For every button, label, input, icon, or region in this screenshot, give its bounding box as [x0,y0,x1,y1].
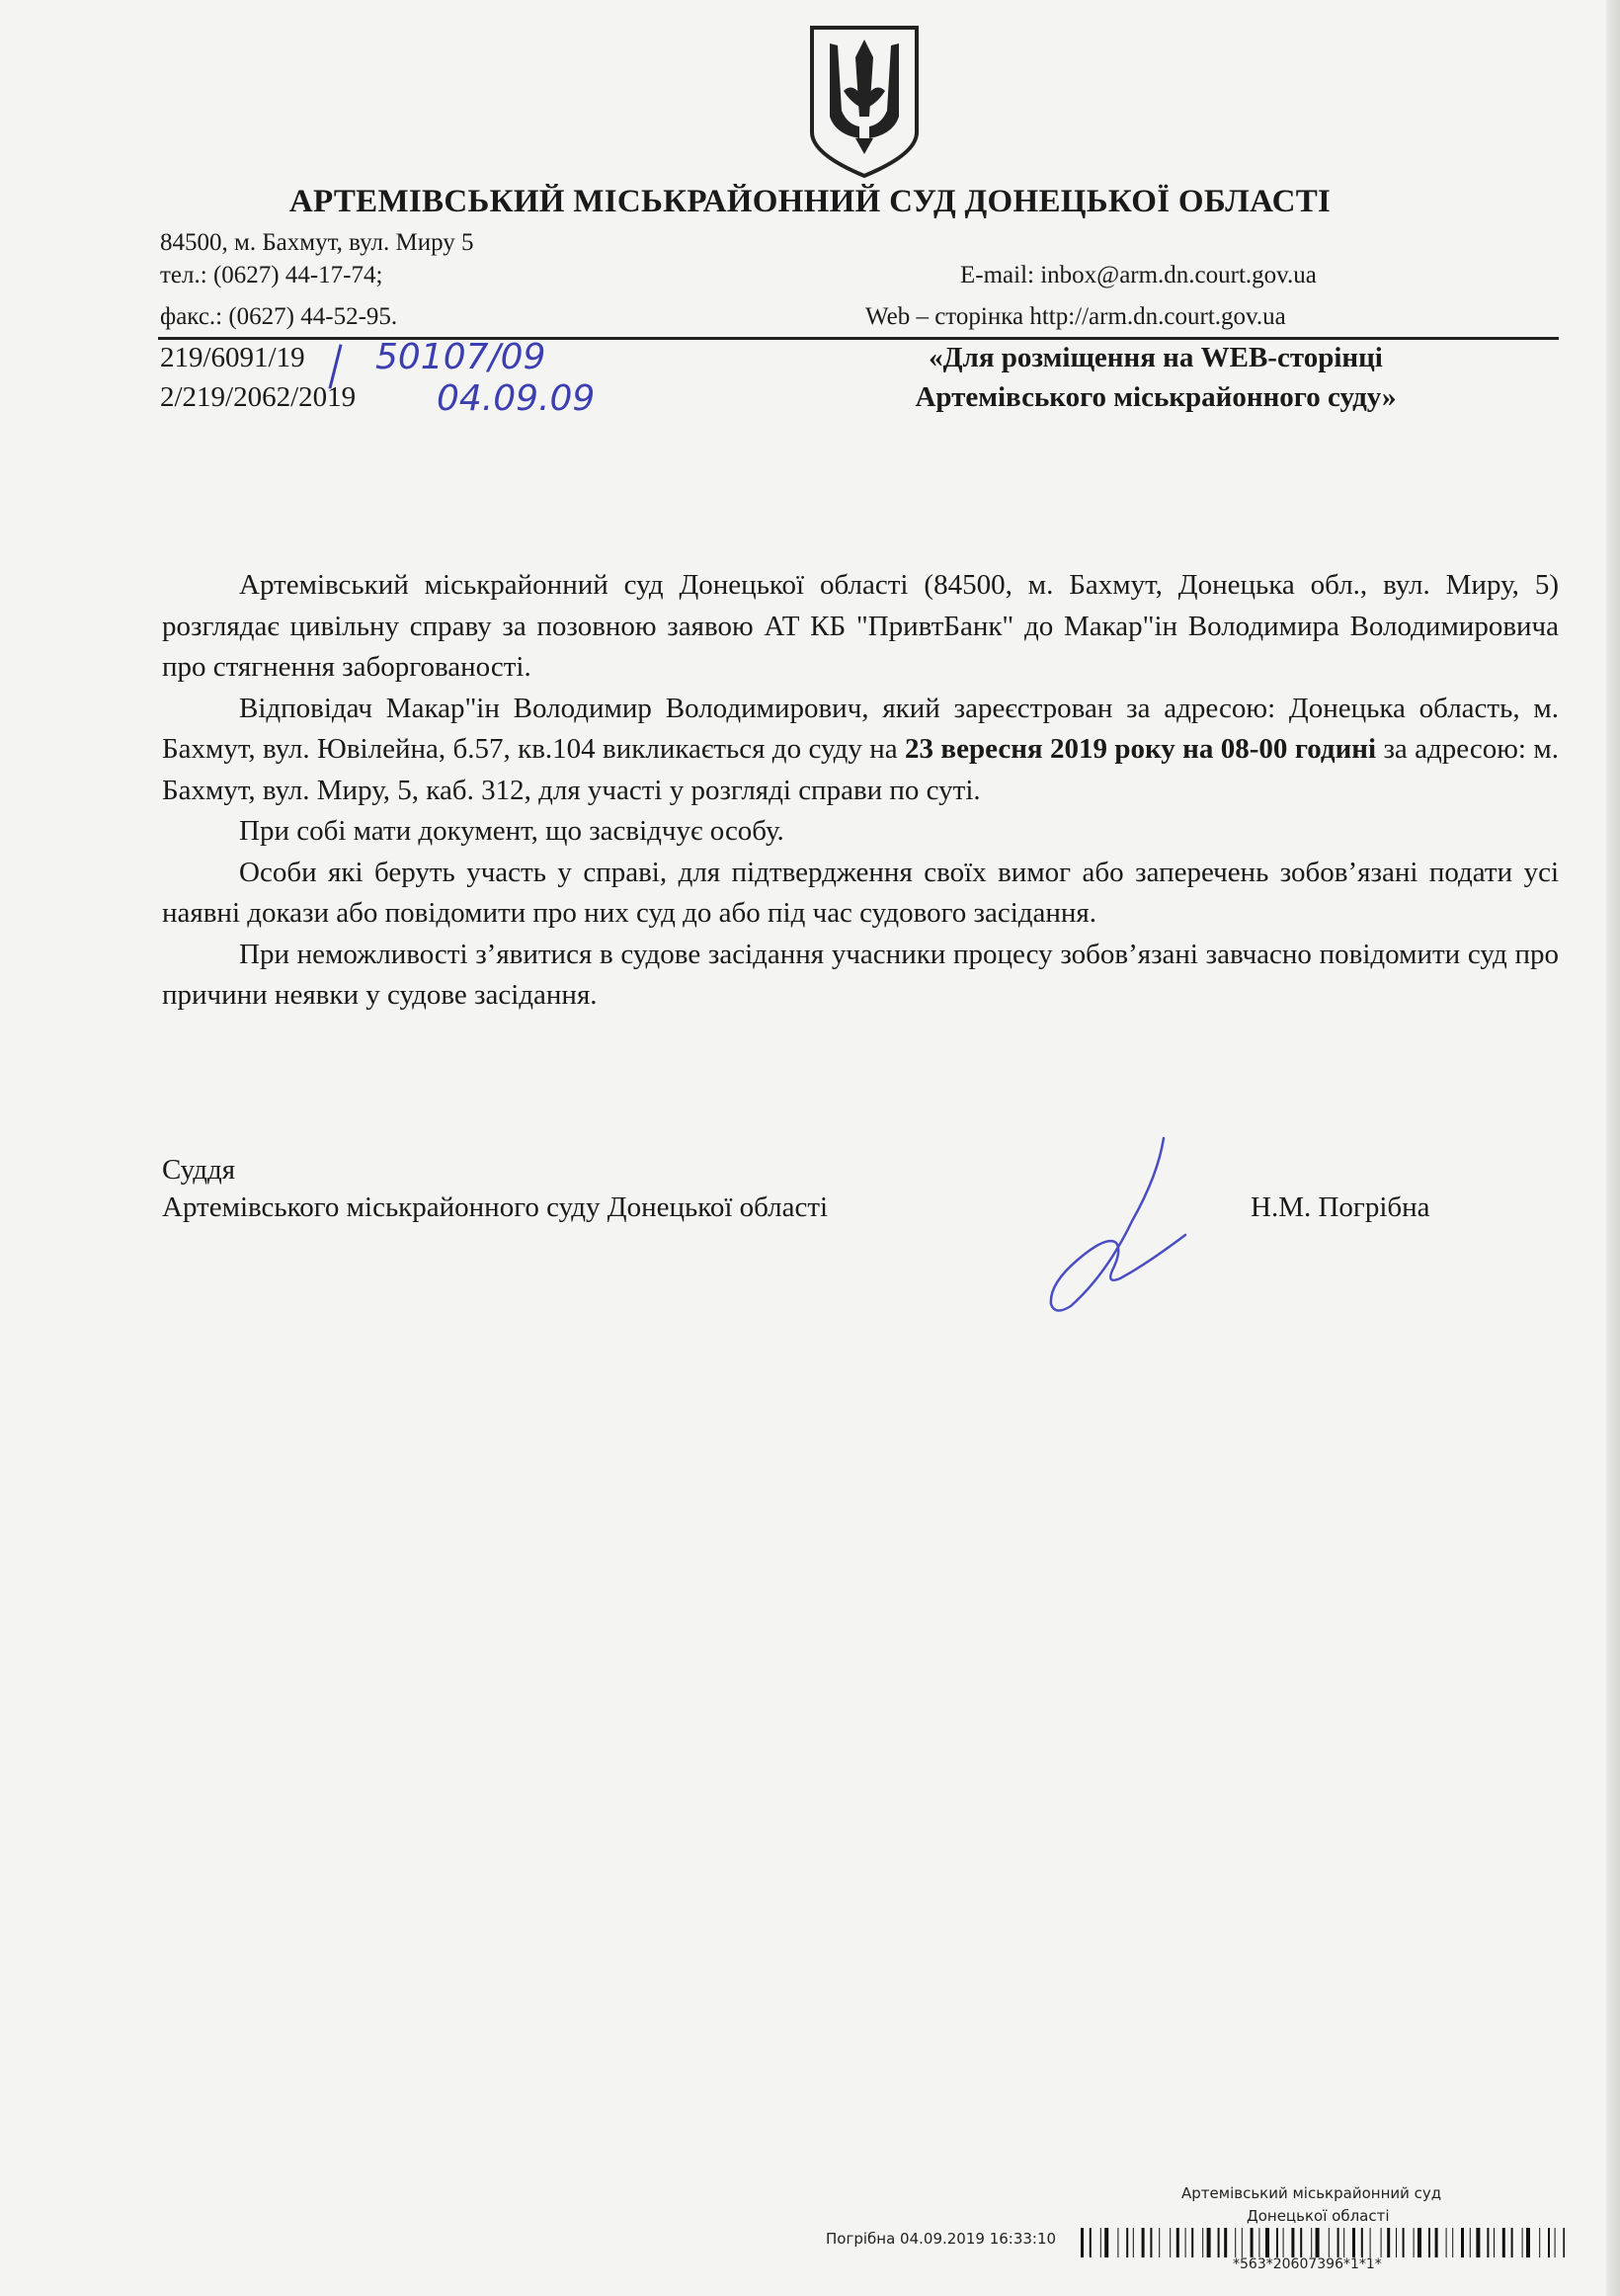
scan-edge [1606,0,1620,2296]
body-paragraph-2 [162,689,1559,812]
stamp-court-line-2: Донецької області [1247,2207,1390,2225]
body-paragraph-1: Артемівський міськрайонний суд Донецької області (84500, м. Бахмут, Донецька обл., вул. Миру, 5) розглядає цивільну справу за позовною заявою АТ КБ "ПривтБанк" до Макар"ін Володимира Володимировича про стягнення заборгованості. [162,569,1559,683]
body-paragraph-3: При собі мати документ, що засвідчує особу. [239,815,784,847]
signer-court: Артемівського міськрайонного суду Донецької області [162,1191,829,1223]
hearing-date: 23 вересня 2019 року на 08-00 годині [905,733,1377,765]
header-divider [158,337,1559,340]
stamp-clerk-timestamp: Погрібна 04.09.2019 16:33:10 [826,2230,1057,2248]
trident-icon [806,22,923,182]
court-address: 84500, м. Бахмут, вул. Миру 5 [160,229,474,256]
stamp-court-line-1: Артемівський міськрайонний суд [1181,2184,1442,2202]
proceeding-number: 2/219/2062/2019 [160,381,357,413]
stamp-code: *563*20607396*1*1* [1233,2256,1382,2272]
handwritten-date: 04.09.09 [437,378,596,419]
publication-notice-line-1: «Для розміщення на WEB-сторінці [929,342,1383,373]
court-name: АРТЕМІВСЬКИЙ МІСЬКРАЙОННИЙ СУД ДОНЕЦЬКОЇ ОБЛАСТІ [288,184,1332,219]
court-fax: факс.: (0627) 44-52-95. [160,303,398,330]
registry-barcode [1081,2228,1565,2257]
court-email: E-mail: inbox@arm.dn.court.gov.ua [960,262,1317,288]
judge-name: Н.М. Погрібна [1251,1191,1430,1223]
notice-body [162,565,1559,1017]
handwritten-outgoing-number: 50107/09 [375,337,546,377]
publication-notice-line-2: Артемівського міськрайонного суду» [915,381,1397,413]
handwritten-signature [1037,1126,1215,1324]
case-number: 219/6091/19 [160,342,305,373]
body-paragraph-4: Особи які беруть участь у справі, для підтвердження своїх вимог або заперечень зобов’язані подати усі наявні докази або повідомити про них суд до або під час судового засідання. [162,856,1559,929]
court-phone: тел.: (0627) 44-17-74; [160,262,383,288]
court-website: Web – сторінка http://arm.dn.court.gov.ua [865,303,1286,330]
signer-title: Суддя [162,1154,236,1186]
summons-text: Відповідач Макар"ін Володимир Володимирович, який зареєстрован за адресою: Донецька область, м. Бахмут, вул. Ювілейна, б.57, кв.104 викликається до суду на [162,692,1559,765]
hearing-location: за адресою: м. Бахмут, вул. Миру, 5, каб. 312, для участі у розгляді справи по суті. [162,733,1559,806]
body-paragraph-5: При неможливості з’явитися в судове засідання учасники процесу зобов’язані завчасно повідомити суд про причини неявки у судове засідання. [162,938,1559,1011]
